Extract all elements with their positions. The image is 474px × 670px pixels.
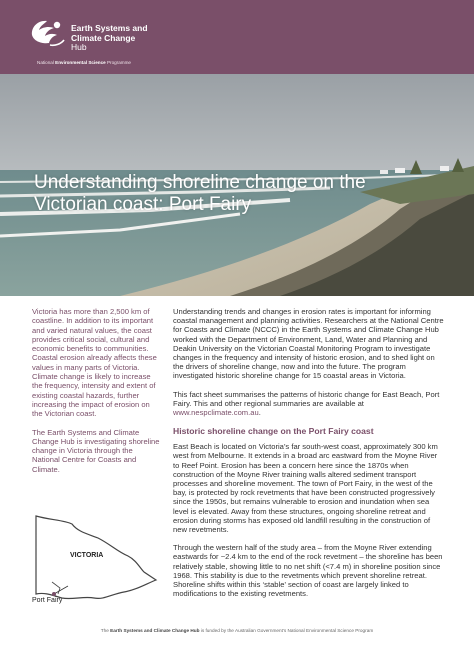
east-beach-paragraph: East Beach is located on Victoria’s far south-west coast, approximately 300 km west from Melbourne. It extends in a broad arc eastward from the Moyne River to Reef Point. Erosion has been a concern here since the 1870s when construction of the Moyne River training walls altered sediment transport processes and shoreline movement. The town of Port Fairy, in the west of the bay, is protected by rock revetments that have been constructed progressively since the 1950s, but remains vulnerable to erosion and inundation when sea level is elevated. Away from these structures, ongoing shoreline retreat and erosion during storms has exposed old landfill resulting in the construction of new revetments.: [173, 442, 438, 535]
hero-photo: [0, 74, 474, 296]
victoria-map: [32, 510, 160, 606]
page-title-line1: Understanding shoreline change on the: [34, 172, 366, 193]
left-column: [32, 307, 162, 483]
hub-logo-icon: [28, 17, 68, 49]
section-heading: Historic shoreline change on the Port Fairy coast: [173, 426, 374, 437]
programme-text: National Environmental Science Programme: [37, 60, 131, 65]
research-paragraph: Understanding trends and changes in erosion rates is important for informing coastal management and planning activities. Researchers at the National Centre for Coasts and Climate (NCCC) in the Earth Systems and Climate Change Hub worked with the Department of Environment, Land, Water and Planning and Deakin University on the Victorian Coastal Monitoring Program to investigate changes in the frequency and intensity of historic erosion, and to shed light on the drivers of shoreline change, now and into the future. The program investigated historic shoreline change for 15 coastal areas in Victoria.: [173, 307, 444, 381]
right-column: [173, 307, 445, 607]
org-name: [71, 24, 148, 53]
intro-paragraph: Victoria has more than 2,500 km of coastline. In addition to its important and varied natural values, the coast provides critical social, cultural and economic benefits to communities. Coastal erosion already affects these values in many parts of Victoria. Climate change is likely to increase the frequency, intensity and extent of existing coastal hazards, further increasing the impact of erosion on the Victorian coast.: [32, 307, 157, 419]
header-band: [0, 0, 474, 74]
hub-paragraph: The Earth Systems and Climate Change Hub is investigating shoreline change in Victoria through the National Centre for Coasts and Climate.: [32, 427, 160, 474]
map-state-label: VICTORIA: [70, 552, 104, 559]
western-half-paragraph: Through the western half of the study area – from the Moyne River extending eastwards for ~2.4 km to the end of the rock revetment – the shoreline has been relatively stable, showing little to no net shift (<7.4 m) in shoreline position since 1968. This stability is due to the revetments which prevent shoreline retreat. Shoreline shifts within this ‘stable’ section of coast are largely linked to modifications to the existing revetments.: [173, 543, 443, 599]
page-title: [34, 172, 366, 216]
website-link[interactable]: www.nespclimate.com.au: [173, 408, 259, 418]
org-name-line2: Climate Change: [71, 32, 136, 43]
org-name-line3: Hub: [71, 42, 87, 52]
map-location-label: Port Fairy: [32, 597, 63, 604]
org-name-line1: Earth Systems and: [71, 23, 148, 33]
factsheet-paragraph: This fact sheet summarises the patterns of historic change for East Beach, Port Fairy. This and other regional summaries are available at www.nespclimate.com.au.: [173, 389, 440, 418]
page-title-line2: Victorian coast: Port Fairy: [34, 194, 252, 215]
footer: The Earth Systems and Climate Change Hub is funded by the Australian Government’s National Environmental Science Program: [100, 628, 374, 633]
